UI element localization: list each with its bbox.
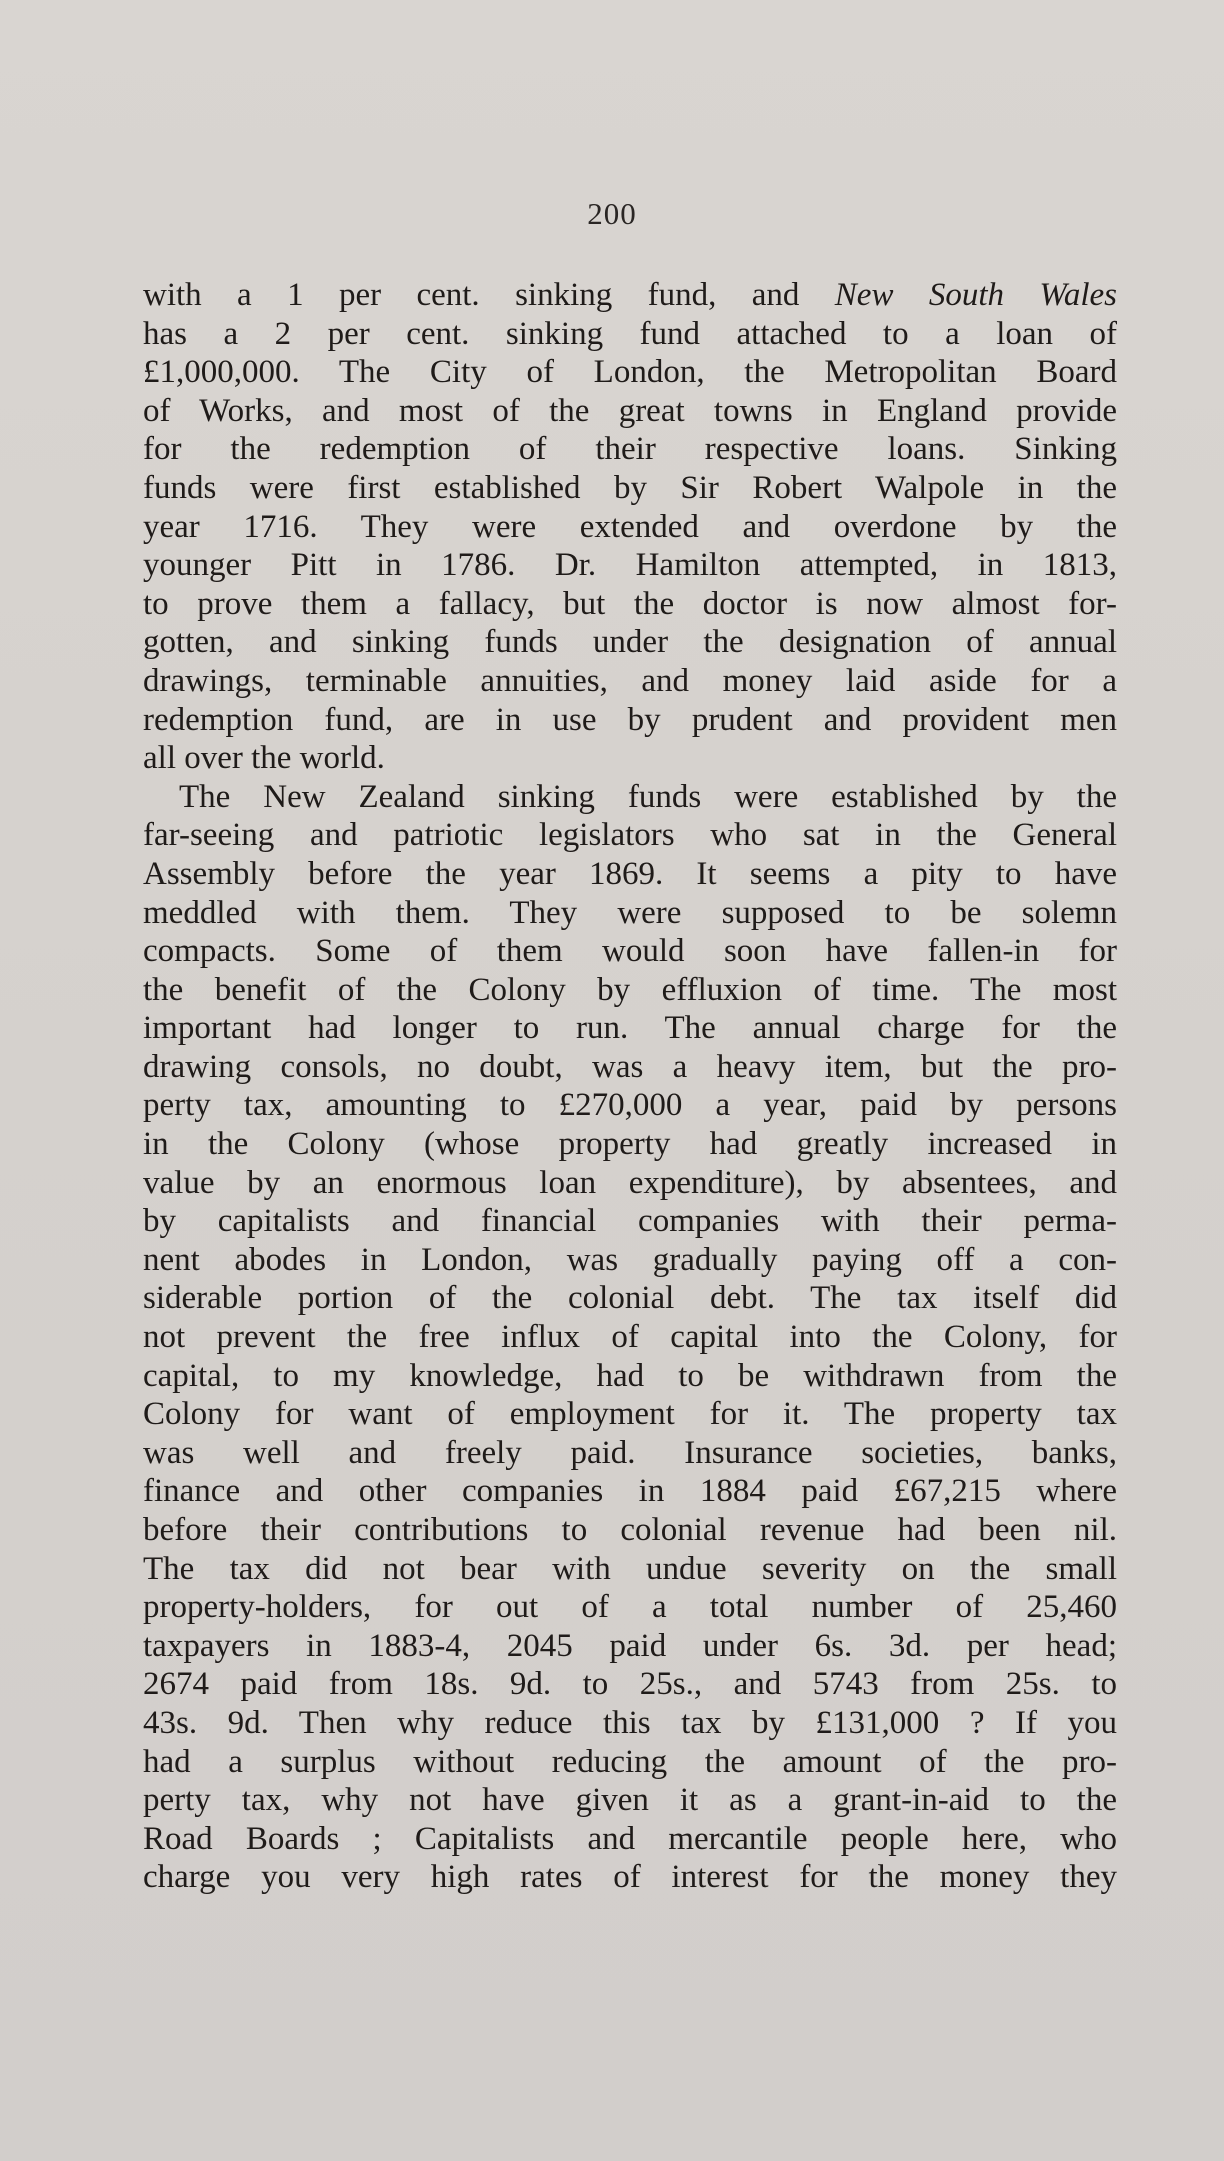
text-line (143, 392, 1117, 431)
text-line-content: not prevent the free influx of capital into the Colony, for (143, 1319, 1117, 1356)
text-line-content: in the Colony (whose property had greatly increased in (143, 1126, 1117, 1163)
text-line (143, 1434, 1117, 1473)
text-line (143, 971, 1117, 1010)
text-line-content: taxpayers in 1883-4, 2045 paid under 6s. 3d. per head; (143, 1627, 1117, 1664)
text-line (143, 1781, 1117, 1820)
text-line-content: 43s. 9d. Then why reduce this tax by £131,000 ? If you (143, 1704, 1117, 1741)
text-line-content: year 1716. They were extended and overdone by the (143, 508, 1117, 545)
text-line-content: Assembly before the year 1869. It seems a pity to have (143, 855, 1117, 892)
text-line (143, 353, 1117, 392)
text-line-content: siderable portion of the colonial debt. The tax itself did (143, 1280, 1117, 1317)
text-line (143, 701, 1117, 740)
text-line-content: before their contributions to colonial revenue had been nil. (143, 1512, 1117, 1548)
text-line (143, 1743, 1117, 1782)
text-line-content: Colony for want of employment for it. The property tax (143, 1396, 1117, 1433)
text-line-content: funds were first established by Sir Robert Walpole in the (143, 469, 1117, 506)
text-line (143, 315, 1117, 354)
text-line-content: to prove them a fallacy, but the doctor is now almost for- (143, 585, 1117, 622)
text-line-content: with a 1 per cent. sinking fund, and (143, 277, 835, 313)
text-line-content: all over the world. (143, 740, 385, 777)
text-line (143, 623, 1117, 662)
text-line-content: redemption fund, are in use by prudent and provident men (143, 701, 1117, 738)
text-line-content: far-seeing and patriotic legislators who sat in the General (143, 817, 1117, 854)
text-line (143, 469, 1117, 508)
text-line (143, 816, 1117, 855)
body-text (143, 276, 1117, 1897)
text-line (143, 546, 1117, 585)
text-line (143, 894, 1117, 933)
text-line (143, 662, 1117, 701)
text-line (143, 1279, 1117, 1318)
text-line-content: value by an enormous loan expenditure), by absentees, and (143, 1164, 1117, 1201)
text-line-content: 2674 paid from 18s. 9d. to 25s., and 5743 from 25s. to (143, 1666, 1117, 1703)
text-line-content: The New Zealand sinking funds were established by the (179, 778, 1117, 815)
text-line-content: perty tax, why not have given it as a grant-in-aid to the (143, 1782, 1117, 1819)
text-line (143, 1704, 1117, 1743)
text-line (143, 1588, 1117, 1627)
text-line (143, 585, 1117, 624)
text-line-content: for the redemption of their respective loans. Sinking (143, 431, 1117, 468)
text-line-content: gotten, and sinking funds under the designation of annual (143, 624, 1117, 661)
text-line (143, 1318, 1117, 1357)
text-line-content: important had longer to run. The annual charge for the (143, 1010, 1117, 1047)
text-line (143, 1009, 1117, 1048)
text-line (143, 1395, 1117, 1434)
text-line-content: charge you very high rates of interest for the money they (143, 1859, 1117, 1896)
text-line (143, 1858, 1117, 1897)
text-line (143, 1357, 1117, 1396)
text-line-content: meddled with them. They were supposed to be solemn (143, 894, 1117, 931)
text-line-content: nent abodes in London, was gradually paying off a con- (143, 1241, 1117, 1278)
text-line-content: finance and other companies in 1884 paid £67,215 where (143, 1473, 1117, 1510)
text-line (143, 1550, 1117, 1589)
italic-phrase: New South Wales (834, 277, 1117, 313)
text-line (143, 1125, 1117, 1164)
text-line-content: Road Boards ; Capitalists and mercantile people here, who (143, 1820, 1117, 1857)
text-line-content: had a surplus without reducing the amount of the pro- (143, 1743, 1117, 1780)
text-line-content: drawings, terminable annuities, and money laid aside for a (143, 662, 1117, 699)
text-line (143, 778, 1117, 817)
text-line-content: £1,000,000. The City of London, the Metropolitan Board (143, 354, 1117, 391)
text-line-content: capital, to my knowledge, had to be withdrawn from the (143, 1357, 1117, 1394)
text-line-content: was well and freely paid. Insurance societies, banks, (143, 1434, 1117, 1471)
text-line-content: property-holders, for out of a total number of 25,460 (143, 1589, 1117, 1626)
text-line-content: has a 2 per cent. sinking fund attached to a loan of (143, 315, 1117, 352)
text-line (143, 508, 1117, 547)
text-line (143, 1627, 1117, 1666)
text-line (143, 1665, 1117, 1704)
text-line (143, 1164, 1117, 1203)
text-line-content: of Works, and most of the great towns in England provide (143, 392, 1117, 429)
text-line (143, 739, 1117, 778)
text-line (143, 932, 1117, 971)
text-line (143, 1048, 1117, 1087)
text-line-content: the benefit of the Colony by effluxion of time. The most (143, 971, 1117, 1008)
text-line-content: perty tax, amounting to £270,000 a year, paid by persons (143, 1087, 1117, 1124)
text-line-content: compacts. Some of them would soon have fallen-in for (143, 933, 1117, 970)
text-line-content: The tax did not bear with undue severity on the small (143, 1550, 1117, 1587)
page-number: 200 (587, 196, 637, 231)
text-line (143, 430, 1117, 469)
text-line-content: younger Pitt in 1786. Dr. Hamilton attempted, in 1813, (143, 547, 1117, 584)
text-line (143, 276, 1117, 315)
text-line (143, 1472, 1117, 1511)
text-line (143, 1820, 1117, 1859)
text-line (143, 1202, 1117, 1241)
text-line-content: by capitalists and financial companies with their perma- (143, 1203, 1117, 1240)
text-line-content: drawing consols, no doubt, was a heavy item, but the pro- (143, 1048, 1117, 1085)
text-line (143, 1511, 1117, 1550)
text-line (143, 855, 1117, 894)
text-line (143, 1086, 1117, 1125)
text-line (143, 1241, 1117, 1280)
